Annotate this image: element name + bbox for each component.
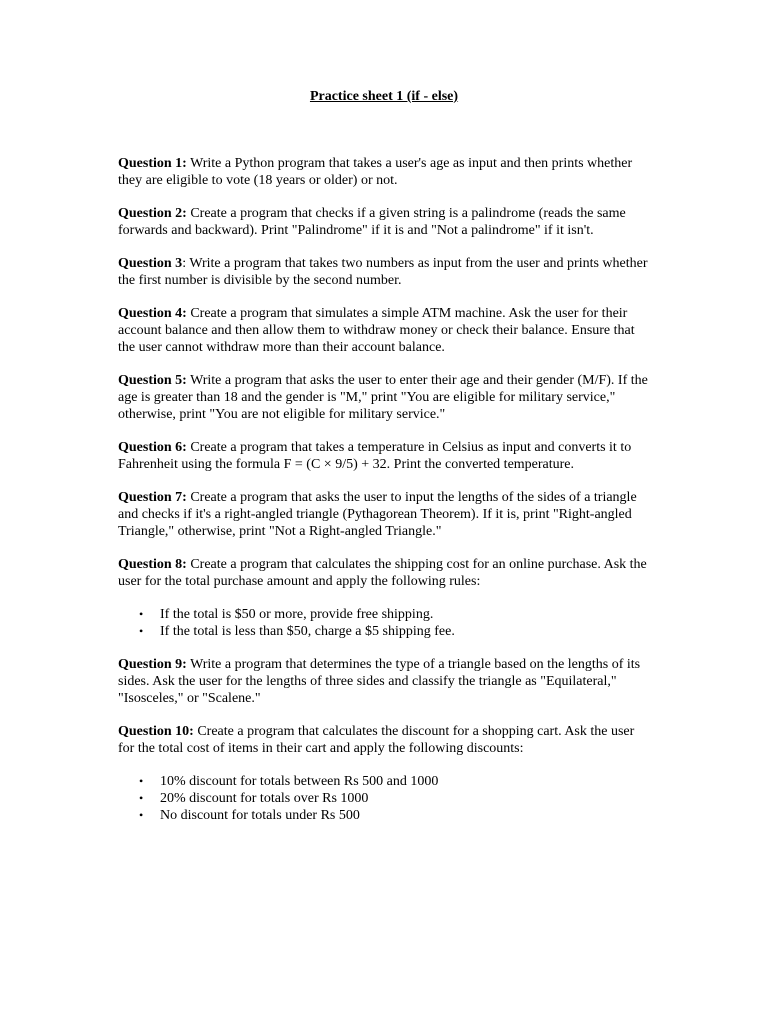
question-text: Write a Python program that takes a user's age as input and then prints whether they are eligible to vote (18 years or older) or not. — [118, 156, 633, 188]
bullet-icon: • — [139, 774, 144, 788]
question-10 — [118, 723, 650, 757]
question-text: Create a program that simulates a simple ATM machine. Ask the user for their account balance and then allow them to withdraw money or check their balance. Ensure that the user cannot withdraw more than their account balance. — [118, 306, 635, 355]
list-item — [139, 773, 650, 790]
list-item — [139, 807, 650, 824]
bullet-icon: • — [139, 607, 144, 621]
question-text: Write a program that asks the user to enter their age and their gender (M/F). If the age is greater than 18 and the gender is "M," print "You are eligible for military service," otherwise, print "You are not eligible for military service." — [118, 373, 648, 422]
question-text: Create a program that checks if a given string is a palindrome (reads the same forwards and backward). Print "Palindrome" if it is and "Not a palindrome" if it isn't. — [118, 206, 626, 238]
question-6 — [118, 439, 650, 473]
list-item — [139, 606, 650, 623]
list-item-text: No discount for totals under Rs 500 — [160, 808, 360, 823]
question-label: Question 2: — [118, 206, 187, 221]
list-item-text: 20% discount for totals over Rs 1000 — [160, 791, 369, 806]
question-5 — [118, 372, 650, 423]
question-8-rules — [118, 606, 650, 640]
question-3 — [118, 255, 650, 289]
question-text: Write a program that determines the type of a triangle based on the lengths of its sides. Ask the user for the lengths of three sides and classify the triangle as "Equilateral," "Isosceles," or "Scalene." — [118, 657, 641, 706]
page-title: Practice sheet 1 (if - else) — [309, 89, 459, 104]
list-item-text: If the total is less than $50, charge a $5 shipping fee. — [160, 624, 455, 639]
question-text: : Write a program that takes two numbers as input from the user and prints whether the first number is divisible by the second number. — [118, 256, 648, 288]
question-text: Create a program that takes a temperature in Celsius as input and converts it to Fahrenheit using the formula F = (C × 9/5) + 32. Print the converted temperature. — [118, 440, 632, 472]
question-text: Create a program that calculates the discount for a shopping cart. Ask the user for the total cost of items in their cart and apply the following discounts: — [118, 724, 635, 756]
list-item — [139, 623, 650, 640]
list-item-text: If the total is $50 or more, provide free shipping. — [160, 607, 434, 622]
question-label: Question 6: — [118, 440, 187, 455]
question-text: Create a program that asks the user to input the lengths of the sides of a triangle and checks if it's a right-angled triangle (Pythagorean Theorem). If it is, print "Right-angled Triangle," otherwise, print "Not a Right-angled Triangle." — [118, 490, 637, 539]
list-item-text: 10% discount for totals between Rs 500 and 1000 — [160, 774, 439, 789]
question-4 — [118, 305, 650, 356]
bullet-icon: • — [139, 624, 144, 638]
question-8 — [118, 556, 650, 590]
question-label: Question 1: — [118, 156, 187, 171]
question-label: Question 7: — [118, 490, 187, 505]
question-label: Question 10: — [118, 724, 194, 739]
bullet-icon: • — [139, 808, 144, 822]
question-label: Question 9: — [118, 657, 187, 672]
question-label: Question 8: — [118, 557, 187, 572]
bullet-icon: • — [139, 791, 144, 805]
question-10-discounts — [118, 773, 650, 824]
question-2 — [118, 205, 650, 239]
question-label: Question 3 — [118, 256, 183, 271]
question-label: Question 5: — [118, 373, 187, 388]
question-9 — [118, 656, 650, 707]
question-label: Question 4: — [118, 306, 187, 321]
list-item — [139, 790, 650, 807]
question-1 — [118, 155, 650, 189]
question-7 — [118, 489, 650, 540]
question-list — [118, 155, 650, 840]
question-text: Create a program that calculates the shipping cost for an online purchase. Ask the user for the total purchase amount and apply the following rules: — [118, 557, 647, 589]
